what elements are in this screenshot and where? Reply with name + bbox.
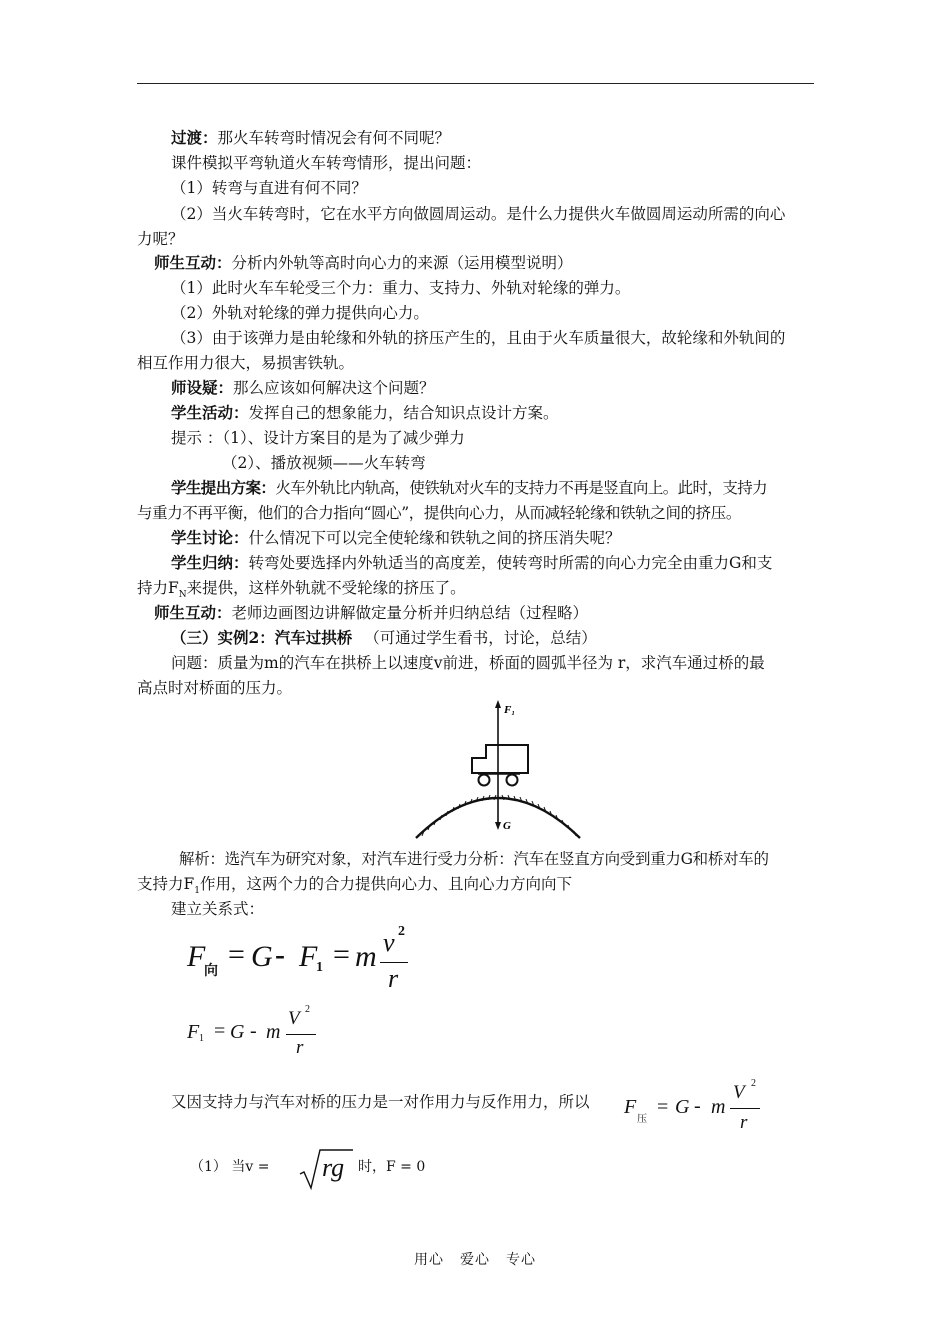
text-line: （1）转弯与直进有何不同？	[171, 179, 367, 197]
text-line: 课件模拟平弯轨道火车转弯情形，提出问题：	[171, 154, 482, 172]
text-line: 建立关系式：	[171, 900, 265, 918]
text-line	[171, 628, 597, 648]
car-wheel	[479, 775, 490, 786]
text-line	[171, 378, 435, 398]
label: 学生活动：	[171, 403, 249, 422]
arrow-up-icon	[495, 700, 501, 708]
eq-subscript: 1	[316, 960, 323, 975]
car-body	[472, 745, 528, 773]
footer-word: 专心	[506, 1252, 536, 1268]
sqrt-radicand: rg	[322, 1153, 345, 1182]
label: （三）实例2：汽车过拱桥	[171, 628, 353, 647]
eq-symbol: G	[251, 940, 273, 973]
eq-symbol: F	[187, 940, 206, 973]
eq-numerator: V	[288, 1008, 300, 1029]
eq-symbol: G	[675, 1096, 690, 1118]
fraction-bar	[380, 962, 408, 963]
text-line	[171, 128, 450, 148]
eq-symbol: m	[355, 940, 377, 973]
eq-denominator: r	[296, 1037, 304, 1058]
text: 转弯处要选择内外轨适当的高度差，使转弯时所需的向心力完全由重力G和支	[248, 554, 773, 572]
label: 学生提出方案：	[171, 478, 276, 497]
text: 持力F	[137, 579, 179, 597]
text-line	[137, 874, 572, 901]
eq-symbol: =	[657, 1096, 669, 1118]
eq-symbol: =	[333, 938, 350, 971]
arrow-down-icon	[495, 822, 501, 830]
label: 师生互动：	[154, 603, 232, 622]
text: 老师边画图边讲解做定量分析并归纳总结（过程略）	[231, 604, 589, 622]
text: 那么应该如何解决这个问题？	[233, 379, 435, 397]
eq-denominator: r	[740, 1112, 748, 1133]
label: 学生讨论：	[171, 528, 249, 547]
eq-numerator: v	[383, 928, 395, 957]
text: （可通过学生看书，讨论，总结）	[364, 629, 597, 647]
label: 师设疑：	[171, 378, 234, 397]
text-line: （2）外轨对轮缘的弹力提供向心力。	[171, 304, 429, 322]
text: 发挥自己的想象能力，结合知识点设计方案。	[248, 404, 559, 422]
text: 火车外轨比内轨高，使铁轨对火车的支持力不再是竖直向上。此时，支持力	[275, 479, 768, 497]
eq-symbol: F	[187, 1021, 200, 1043]
eq-symbol: m	[266, 1021, 281, 1043]
text: 什么情况下可以完全使轮缘和铁轨之间的挤压消失呢？	[248, 529, 621, 547]
eq-symbol: =	[228, 938, 245, 971]
text-line	[171, 403, 559, 423]
label: 过渡：	[171, 128, 218, 147]
footer-word: 爱心	[460, 1252, 490, 1268]
text-line: 又因支持力与汽车对桥的压力是一对作用力与反作用力，所以	[171, 1093, 590, 1111]
eq-symbol: =	[214, 1020, 226, 1042]
subscript: 1	[194, 886, 200, 897]
text-line: 提示 ：（1）、设计方案目的是为了减少弹力	[171, 429, 465, 447]
eq-symbol: -	[275, 938, 285, 971]
text-line	[154, 603, 588, 623]
eq-exponent: 2	[305, 1004, 310, 1015]
text-line: 力呢？	[137, 230, 184, 248]
eq-exponent: 2	[398, 924, 405, 939]
text-line: （2）、播放视频——火车转弯	[222, 454, 426, 472]
text-line: （3）由于该弹力是由轮缘和外轨的挤压产生的，且由于火车质量很大，故轮缘和外轨间的	[171, 329, 786, 347]
eq-symbol: -	[694, 1095, 701, 1117]
text-line: 时，F = 0	[358, 1159, 426, 1175]
text-line	[154, 253, 573, 273]
eq-symbol: m	[711, 1096, 726, 1118]
label: 师生互动：	[154, 253, 232, 272]
text: 支持力F	[137, 875, 195, 893]
car-wheel	[507, 775, 518, 786]
eq-symbol: F	[299, 940, 318, 973]
page-footer	[0, 1249, 950, 1269]
eq-numerator: V	[733, 1082, 745, 1103]
text-line: 问题：质量为m的汽车在拱桥上以速度v前进，桥面的圆弧半径为 r，求汽车通过桥的最	[171, 654, 765, 672]
eq-subscript: 1	[199, 1033, 204, 1044]
force-f1-label: F₁	[504, 704, 516, 716]
eq-symbol: F	[624, 1096, 637, 1118]
text-line: 相互作用力很大，易损害铁轨。	[137, 354, 355, 372]
force-g-label: G	[503, 820, 511, 832]
text: 那火车转弯时情况会有何不同呢？	[217, 129, 451, 147]
header-rule	[137, 83, 814, 84]
subscript: N	[178, 590, 187, 601]
eq-subscript: 向	[204, 964, 218, 979]
text: 来提供，这样外轨就不受轮缘的挤压了。	[186, 579, 466, 597]
eq-subscript: 压	[637, 1114, 647, 1125]
text-line: 与重力不再平衡，他们的合力指向“圆心”，提供向心力，从而减轻轮缘和铁轨之间的挤压。	[137, 504, 741, 522]
eq-exponent: 2	[751, 1078, 756, 1089]
text-line: （1） 当v =	[190, 1159, 270, 1175]
text-line	[171, 553, 772, 573]
eq-symbol: -	[250, 1020, 257, 1042]
text-line: 解析：选汽车为研究对象，对汽车进行受力分析：汽车在竖直方向受到重力G和桥对车的	[179, 850, 769, 868]
text-line	[137, 578, 466, 605]
text-line: 高点时对桥面的压力。	[137, 679, 293, 697]
text: 分析内外轨等高时向心力的来源（运用模型说明）	[231, 254, 573, 272]
text: 作用，这两个力的合力提供向心力、且向心力方向向下	[200, 875, 573, 893]
text-line	[171, 528, 621, 548]
text-line: （2）当火车转弯时，它在水平方向做圆周运动。是什么力提供火车做圆周运动所需的向心	[171, 205, 786, 223]
eq-symbol: G	[230, 1021, 245, 1043]
footer-word: 用心	[414, 1252, 444, 1268]
eq-denominator: r	[388, 964, 399, 993]
text-line	[171, 478, 767, 498]
text-line: （1）此时火车车轮受三个力：重力、支持力、外轨对轮缘的弹力。	[171, 279, 631, 297]
fraction-bar	[286, 1034, 316, 1035]
label: 学生归纳：	[171, 553, 249, 572]
fraction-bar	[730, 1108, 760, 1109]
car-on-bridge-figure	[410, 698, 585, 843]
